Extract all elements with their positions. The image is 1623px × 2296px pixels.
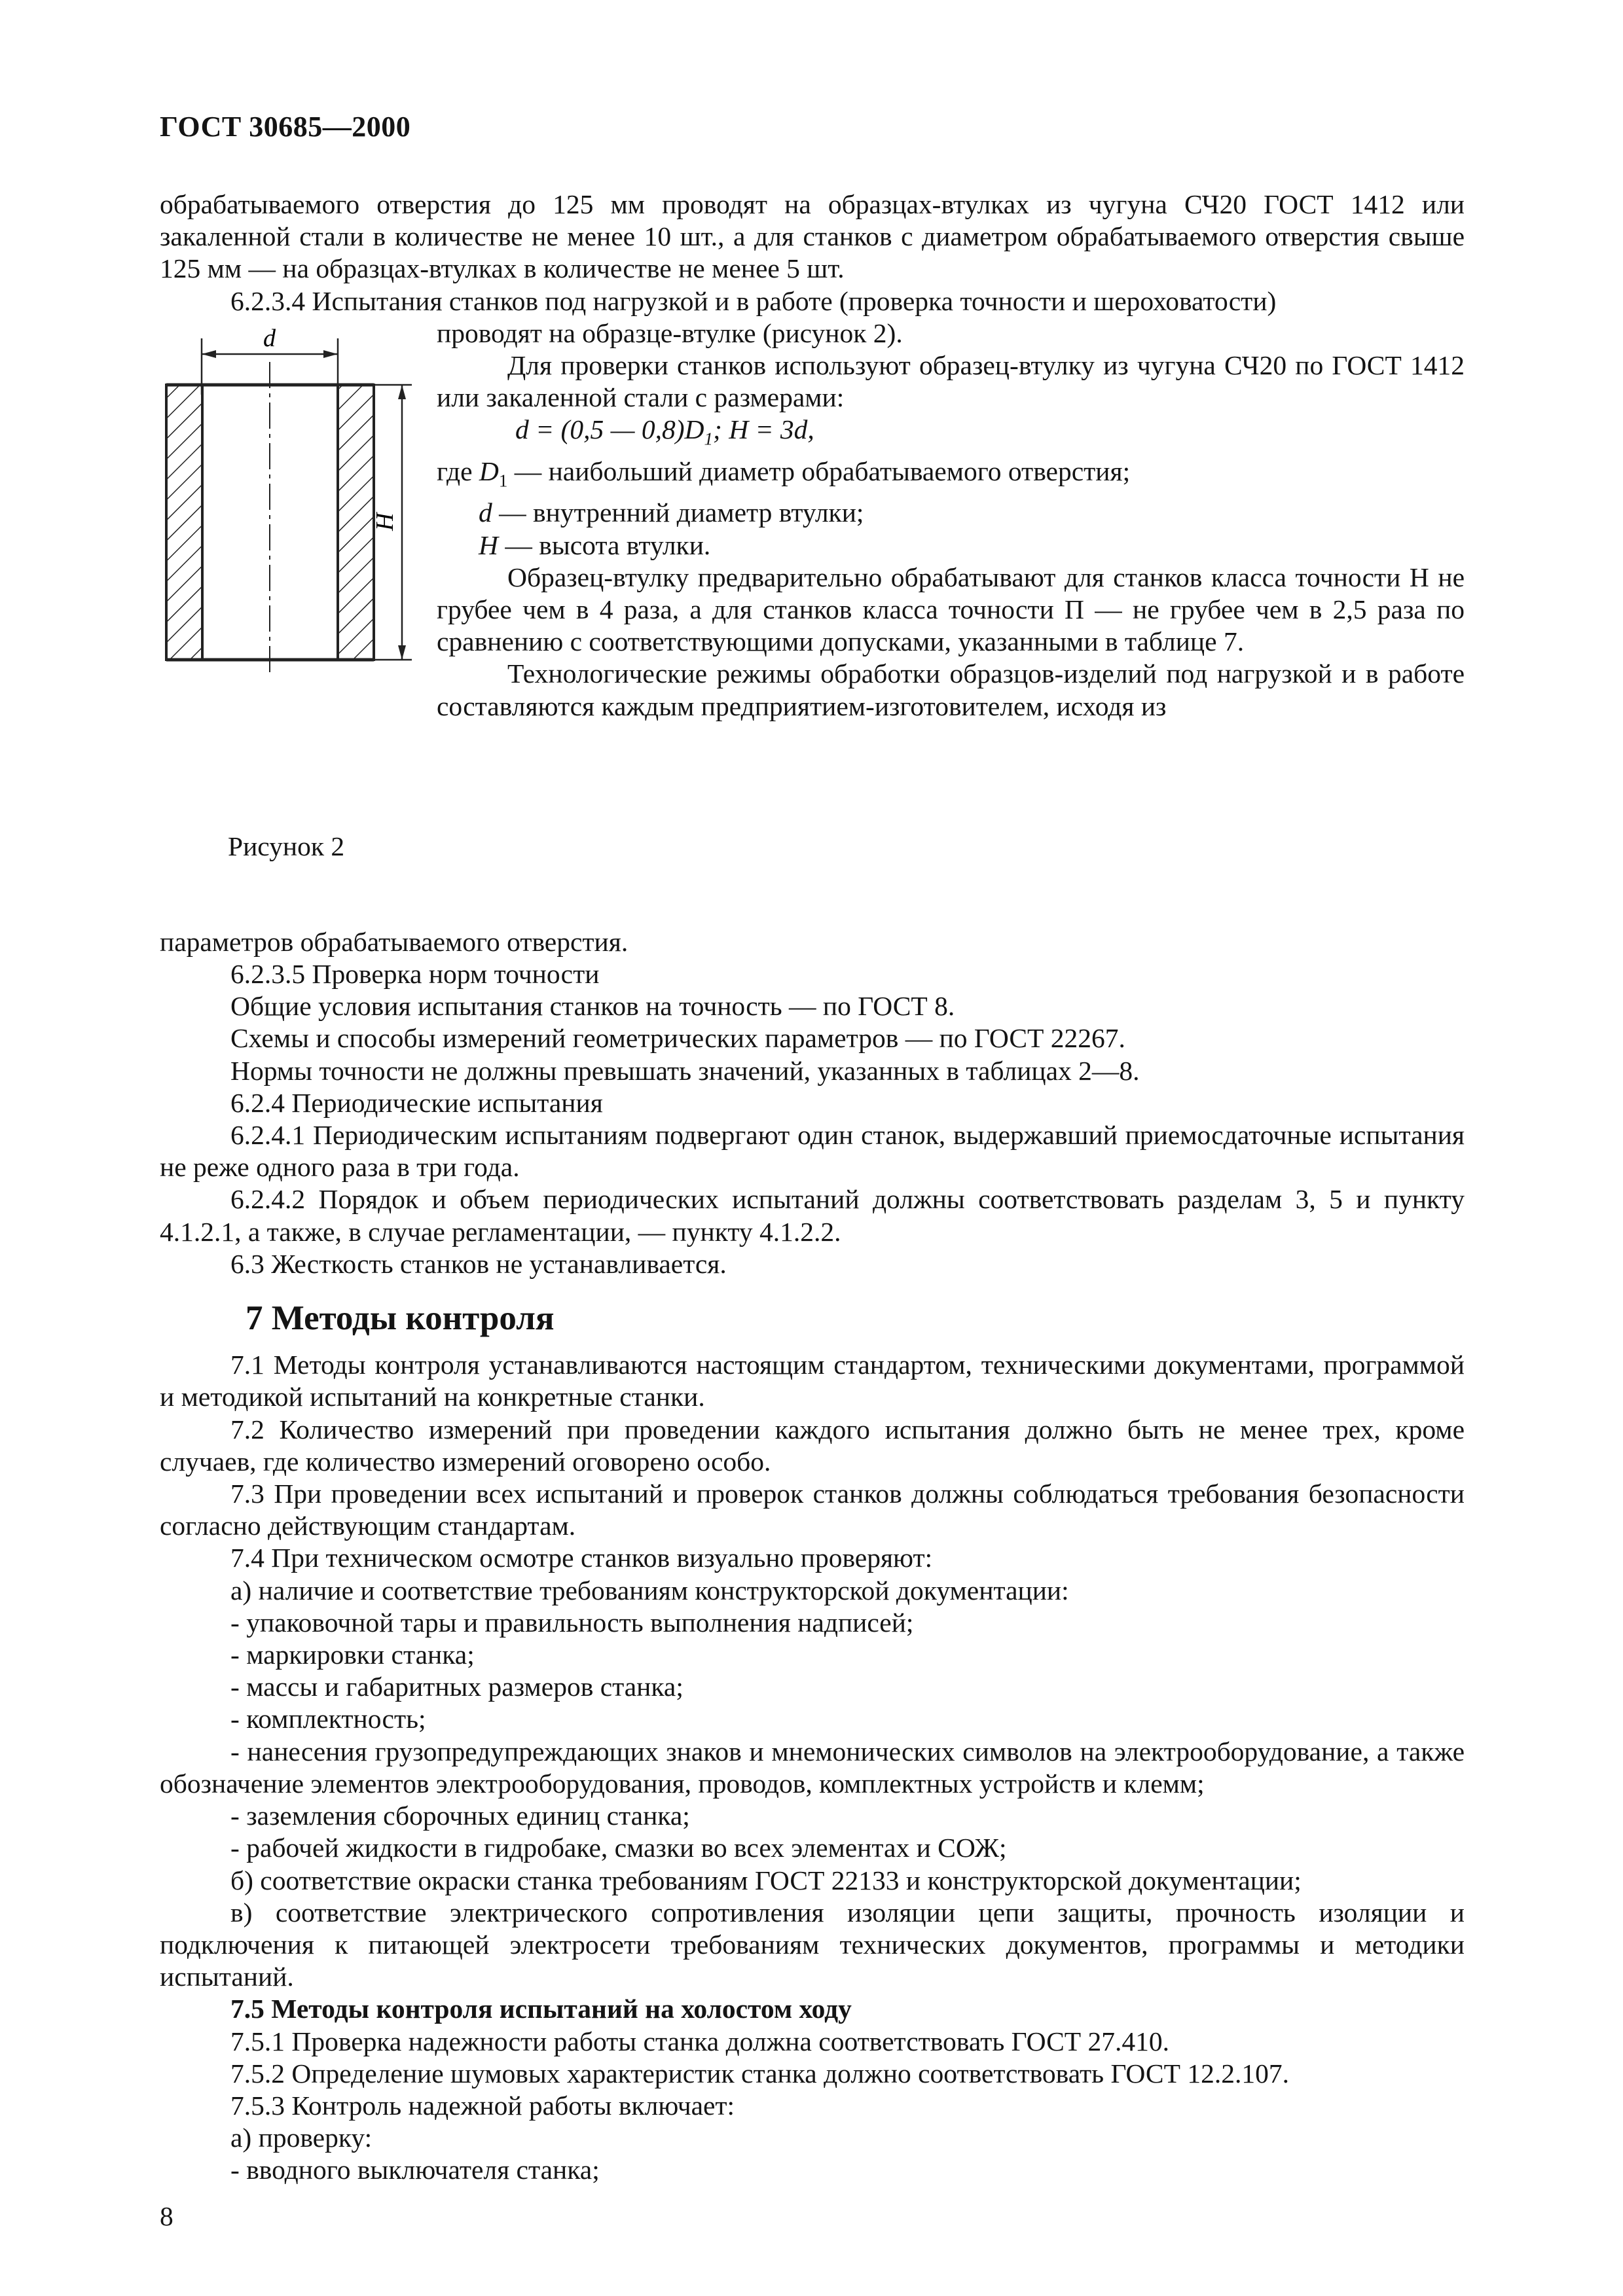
paragraph: - рабочей жидкости в гидробаке, смазки во всех элементах и СОЖ; xyxy=(230,1833,1007,1863)
definition-d1 xyxy=(437,456,1465,497)
paragraph: Образец-втулку предварительно обрабатывают для станков класса точности Н не грубее чем в 4 раза, а для станков класса точности П — не грубее чем в 2,5 раза по сравнению с соответствующими допусками, указанными в таблице 7. xyxy=(437,562,1465,657)
paragraph: 7.1 Методы контроля устанавливаются настоящим стандартом, техническими документами, программой и методикой испытаний на конкретные станки. xyxy=(160,1350,1465,1412)
paragraph: 6.3 Жесткость станков не устанавливается. xyxy=(230,1248,727,1279)
definition-d: d — внутренний диаметр втулки; xyxy=(479,497,864,528)
paragraph: Схемы и способы измерений геометрических параметров — по ГОСТ 22267. xyxy=(230,1023,1125,1054)
formula xyxy=(437,414,1465,456)
page-number: 8 xyxy=(160,2201,173,2231)
dim-d-label: d xyxy=(263,324,276,352)
paragraph: обрабатываемого отверстия до 125 мм проводят на образцах-втулках из чугуна СЧ20 ГОСТ 1412 или закаленной стали в количестве не менее 10 шт., а для станков с диаметром обрабатываемого отверстия свыше 125 мм — на образцах-втулках в количестве не менее 5 шт. xyxy=(160,189,1465,284)
paragraph: 7.5 Методы контроля испытаний на холостом ходу xyxy=(230,1994,852,2024)
paragraph: - нанесения грузопредупреждающих знаков и мнемонических символов на электрооборудование, а также обозначение элементов электрооборудования, проводов, комплектных устройств и клемм; xyxy=(160,1736,1465,1799)
paragraphs-bottom xyxy=(160,1349,1465,2186)
paragraph: а) наличие и соответствие требованиям конструкторской документации: xyxy=(230,1575,1069,1605)
paragraph: параметров обрабатываемого отверстия. xyxy=(160,926,629,957)
paragraph: 6.2.4.2 Порядок и объем периодических испытаний должны соответствовать разделам 3, 5 и пункту 4.1.2.1, а также, в случае регламентации, — пункту 4.1.2.2. xyxy=(160,1184,1465,1247)
paragraph: 6.2.4 Периодические испытания xyxy=(230,1087,603,1118)
paragraph: проводят на образце-втулке (рисунок 2). xyxy=(437,317,903,348)
definition-h: H — высота втулки. xyxy=(479,529,711,560)
paragraph: Нормы точности не должны превышать значений, указанных в таблицах 2—8. xyxy=(230,1055,1140,1086)
paragraph: 7.5.1 Проверка надежности работы станка должна соответствовать ГОСТ 27.410. xyxy=(230,2026,1169,2056)
section-heading: 7 Методы контроля xyxy=(246,1299,555,1338)
paragraph: Общие условия испытания станков на точность — по ГОСТ 8. xyxy=(230,991,955,1022)
figure-side-text xyxy=(437,317,1465,723)
paragraph: Для проверки станков используют образец-втулку из чугуна СЧ20 по ГОСТ 1412 или закаленной стали с размерами: xyxy=(437,350,1465,413)
paragraph: 7.4 При техническом осмотре станков визуально проверяют: xyxy=(230,1543,933,1573)
paragraph: - массы и габаритных размеров станка; xyxy=(230,1672,684,1702)
formula-text: d = (0,5 — $0,8)D_1$; H = 3d, xyxy=(515,414,814,449)
where-intro: где xyxy=(437,456,473,486)
paragraphs-mid xyxy=(160,926,1465,1280)
paragraph: б) соответствие окраски станка требованиям ГОСТ 22133 и конструкторской документации; xyxy=(230,1865,1302,1895)
paragraph: 6.2.4.1 Периодическим испытаниям подвергают один станок, выдержавший приемосдаточные испытания не реже одного раза в три года. xyxy=(160,1120,1465,1183)
dim-h-label: H xyxy=(371,512,399,531)
paragraph: в) соответствие электрического сопротивления изоляции цепи защиты, прочность изоляции и подключения к питающей электросети требованиям технических документов, программы и методики испытаний. xyxy=(160,1897,1465,1992)
document-header: ГОСТ 30685—2000 xyxy=(160,111,411,143)
figure-caption: Рисунок 2 xyxy=(228,831,345,861)
definition-d1-text: $D_1$ — наибольший диаметр обрабатываемого отверстия; xyxy=(479,456,1131,491)
paragraph: - маркировки станка; xyxy=(230,1640,475,1670)
paragraph: 7.2 Количество измерений при проведении каждого испытания должно быть не менее трех, кроме случаев, где количество измерений оговорено особо. xyxy=(160,1414,1465,1477)
paragraph: 6.2.3.4 Испытания станков под нагрузкой и в работе (проверка точности и шероховатости) xyxy=(230,285,1277,316)
paragraph: 7.5.3 Контроль надежной работы включает: xyxy=(230,2090,735,2121)
paragraph: - комплектность; xyxy=(230,1704,426,1734)
paragraph: - вводного выключателя станка; xyxy=(230,2155,600,2185)
paragraph: а) проверку: xyxy=(230,2123,373,2153)
paragraph: 7.3 При проведении всех испытаний и проверок станков должны соблюдаться требования безопасности согласно действующим стандартам. xyxy=(160,1479,1465,1541)
paragraph: - упаковочной тары и правильность выполнения надписей; xyxy=(230,1607,914,1638)
document-body xyxy=(160,188,1465,2187)
paragraph: Технологические режимы обработки образцов-изделий под нагрузкой и в работе составляются каждым предприятием-изготовителем, исходя из xyxy=(437,658,1465,721)
paragraph: 6.2.3.5 Проверка норм точности xyxy=(230,959,600,990)
paragraph: - заземления сборочных единиц станка; xyxy=(230,1801,690,1831)
figure-block xyxy=(160,317,1465,926)
paragraph: 7.5.2 Определение шумовых характеристик станка должно соответствовать ГОСТ 12.2.107. xyxy=(230,2058,1289,2089)
